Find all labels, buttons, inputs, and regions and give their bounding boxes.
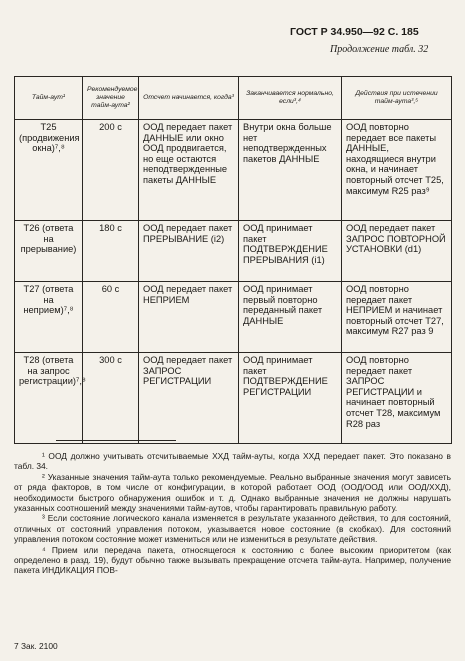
footnote-separator bbox=[56, 440, 176, 441]
timer-value: 60 с bbox=[83, 282, 139, 353]
timer-name: Т28 (ответа на запрос регистрации)⁷,⁸ bbox=[15, 353, 83, 444]
footnotes bbox=[14, 451, 451, 576]
page-header: ГОСТ Р 34.950—92 С. 185 bbox=[290, 26, 419, 38]
timer-action: ООД повторно передает пакет ЗАПРОС РЕГИСТРАЦИИ и начинает повторный отсчет Т28, максимум R28 раз bbox=[342, 353, 452, 444]
footnote: ¹ ООД должно учитывать отсчитываемые ХХД тайм-ауты, когда ХХД передает пакет. Это показано в табл. 34. bbox=[14, 451, 451, 472]
footnote: ⁴ Прием или передача пакета, относящегося к состоянию с более высоким приоритетом (как определено в разд. 19), будут обычно также вызывать прекращение отсчета тайм-аута. Например, получение пакета ИНДИКАЦИЯ ПОВ- bbox=[14, 544, 451, 576]
page-footer: 7 Зак. 2100 bbox=[14, 641, 58, 651]
timer-value: 200 с bbox=[83, 120, 139, 221]
header-end: Заканчивается нормально, если³,⁴ bbox=[239, 77, 342, 120]
table-header-row bbox=[15, 77, 452, 120]
table-continuation-caption: Продолжение табл. 32 bbox=[330, 44, 429, 55]
timer-start: ООД передает пакет ПРЕРЫВАНИЕ (i2) bbox=[139, 221, 239, 282]
timer-start: ООД передает пакет ЗАПРОС РЕГИСТРАЦИИ bbox=[139, 353, 239, 444]
timer-action: ООД повторно передает пакет НЕПРИЕМ и начинает повторный отсчет Т27, максимум R27 раз 9 bbox=[342, 282, 452, 353]
timer-start: ООД передает пакет НЕПРИЕМ bbox=[139, 282, 239, 353]
header-timer: Тайм-аут¹ bbox=[15, 77, 83, 120]
timer-value: 180 с bbox=[83, 221, 139, 282]
timer-value: 300 с bbox=[83, 353, 139, 444]
timer-name: Т26 (ответа на прерывание) bbox=[15, 221, 83, 282]
table-row bbox=[15, 120, 452, 221]
header-start: Отсчет начинается, когда³ bbox=[139, 77, 239, 120]
timer-end: ООД принимает пакет ПОДТВЕРЖДЕНИЕ ПРЕРЫВАНИЯ (i1) bbox=[239, 221, 342, 282]
timer-end: ООД принимает пакет ПОДТВЕРЖДЕНИЕ РЕГИСТРАЦИИ bbox=[239, 353, 342, 444]
timer-start: ООД передает пакет ДАННЫЕ или окно ООД продвигается, но еще остаются неподтвержденные пакеты ДАННЫЕ bbox=[139, 120, 239, 221]
table-row bbox=[15, 282, 452, 353]
timer-action: ООД передает пакет ЗАПРОС ПОВТОРНОЙ УСТАНОВКИ (d1) bbox=[342, 221, 452, 282]
timer-end: Внутри окна больше нет неподтвержденных пакетов ДАННЫЕ bbox=[239, 120, 342, 221]
table-row bbox=[15, 221, 452, 282]
header-value: Рекомендуемое значение тайм-аута² bbox=[83, 77, 139, 120]
timer-end: ООД принимает первый повторно переданный пакет ДАННЫЕ bbox=[239, 282, 342, 353]
timer-action: ООД повторно передает все пакеты ДАННЫЕ, находящиеся внутри окна, и начинает повторный отсчет Т25, максимум R25 раз⁹ bbox=[342, 120, 452, 221]
table-row bbox=[15, 353, 452, 444]
timer-name: Т25 (продвижения окна)⁷,⁸ bbox=[15, 120, 83, 221]
footnote: ² Указанные значения тайм-аута только рекомендуемые. Реально выбранные значения могут зависеть от ряда факторов, в том числе от конфигурации, в которой работает ООД (ООД/ООД или ООД/ХХД), необходимости быстрого обнаружения ошибок и т. д. Однако выбранные значения не должны нарушать указанных соотношений между значениями тайм-аутов, чтобы гарантировать правильную работу. bbox=[14, 471, 451, 514]
header-action: Действия при истечении тайм-аута³,⁵ bbox=[342, 77, 452, 120]
timer-name: Т27 (ответа на неприем)⁷,⁸ bbox=[15, 282, 83, 353]
footnote: ³ Если состояние логического канала изменяется в результате указанного действия, то для состояний, отличных от состояний управления потоком, указывается новое состояние (в скобках). Для состояний управления потоком состояние может измениться или не измениться в результате действия. bbox=[14, 513, 451, 545]
timeout-table bbox=[14, 76, 452, 444]
